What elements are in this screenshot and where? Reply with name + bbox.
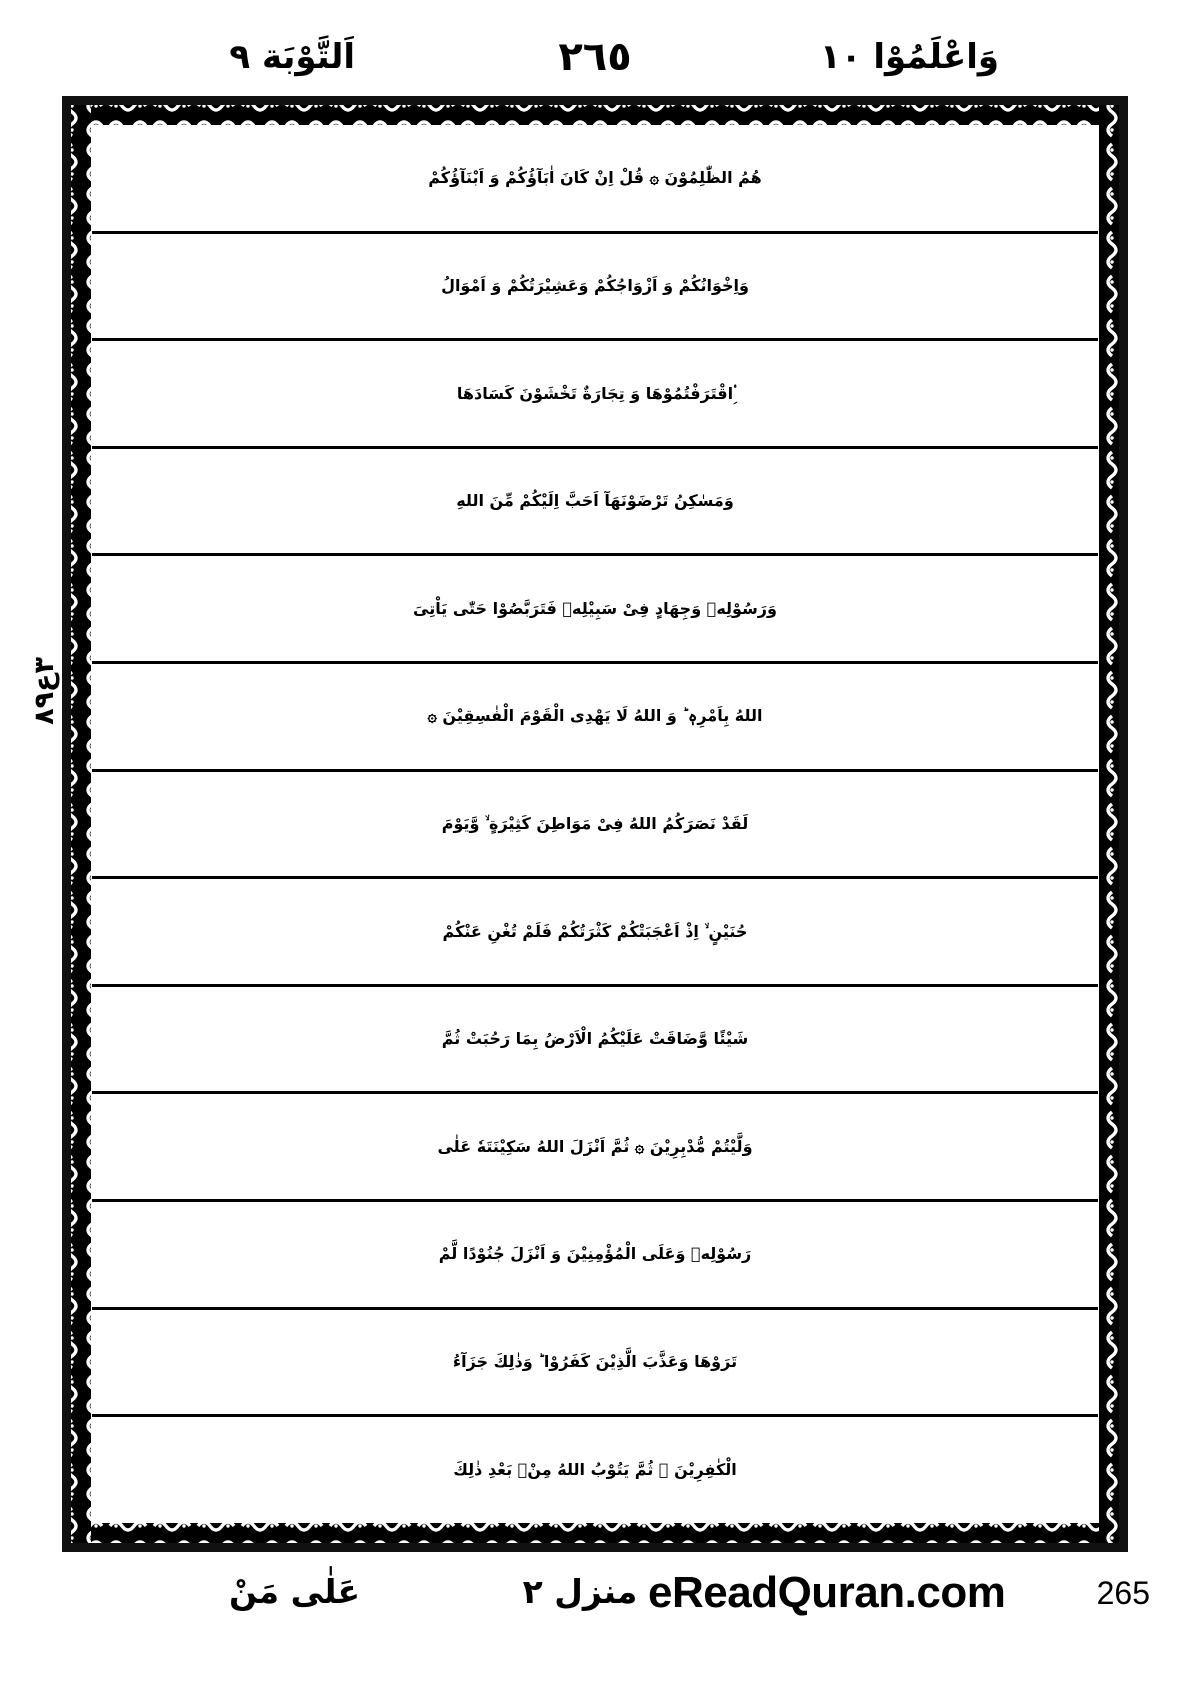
page-header — [0, 26, 1190, 88]
quran-line-text: وَاِخْوَانُكُمْ وَ اَزْوَاجُكُمْ وَعَشِيْرَتُكُمْ وَ اَمْوَالُ — [441, 275, 749, 295]
page-number-arabic-container — [445, 26, 745, 88]
quran-line-text: تَرَوْهَا وَعَذَّبَ الَّذِيْنَ كَفَرُوْا ؕ وَذٰلِكَ جَزَآءُ — [452, 1352, 738, 1371]
quran-line — [92, 1094, 1098, 1202]
quran-line-text: وَلَّيْتُمْ مُّدْبِرِيْنَ ۞ ثُمَّ اَنْزَلَ اللهُ سَكِيْنَتَهٗ عَلٰى — [437, 1136, 753, 1156]
quran-line — [92, 449, 1098, 557]
catchword-container — [60, 1556, 360, 1626]
quran-line-text: اللهُ بِاَمْرِهٖ ؕ وَ اللهُ لَا يَهْدِى الْقَوْمَ الْفٰسِقِيْنَ ۞ — [427, 706, 763, 726]
quran-line-text: الْكٰفِرِيْنَ ۞ ثُمَّ يَتُوْبُ اللهُ مِنْۢ بَعْدِ ذٰلِكَ — [453, 1459, 737, 1479]
quran-text-block — [92, 126, 1098, 1522]
quran-line — [92, 879, 1098, 987]
quran-line — [92, 987, 1098, 1095]
quran-line-text: ِ۟اقْتَرَفْتُمُوْهَا وَ تِجَارَةٌ تَخْشَوْنَ كَسَادَهَا — [456, 383, 734, 403]
quran-line-text: هُمُ الظّٰلِمُوْنَ ۞ قُلْ اِنْ كَانَ اٰبَآؤُكُمْ وَ اَبْنَآؤُكُمْ — [428, 168, 762, 188]
quran-line-text: حُنَيْنٍ ۙ اِذْ اَعْجَبَتْكُمْ كَثْرَتُكُمْ فَلَمْ تُغْنِ عَنْكُمْ — [442, 921, 748, 941]
quran-line — [92, 341, 1098, 449]
juz-name-label: وَاعْلَمُوْا ١٠ — [820, 37, 1000, 77]
page-number-container — [1040, 1560, 1150, 1626]
juz-label-container — [820, 26, 1150, 88]
quran-line — [92, 234, 1098, 342]
page-number-arabic: ٢٦٥ — [558, 34, 632, 80]
quran-line — [92, 556, 1098, 664]
surah-name-label: اَلتَّوْبَة ٩ — [229, 37, 355, 77]
quran-line-text: وَمَسٰكِنُ تَرْضَوْنَهَآ اَحَبَّ اِلَيْكُمْ مِّنَ اللهِ — [456, 491, 734, 511]
quran-line-text: لَقَدْ نَصَرَكُمُ اللهُ فِىْ مَوَاطِنَ كَثِيْرَةٍ ۙ وَّيَوْمَ — [441, 813, 749, 833]
quran-line — [92, 126, 1098, 234]
quran-line — [92, 1202, 1098, 1310]
quran-line — [92, 664, 1098, 772]
site-name-container[interactable] — [648, 1560, 1018, 1626]
quran-line — [92, 772, 1098, 880]
catchword-label: عَلٰى مَنْ — [228, 1571, 360, 1611]
quran-line-text: شَيْئًا وَّضَاقَتْ عَلَيْكُمُ الْاَرْضُ بِمَا رَحُبَتْ ثُمَّ — [441, 1029, 749, 1049]
page-number-label: 265 — [1096, 1574, 1150, 1611]
side-ruku-marker-label: ٣ع٨٩ — [28, 657, 60, 725]
surah-label-container — [55, 26, 355, 88]
quran-line — [92, 1417, 1098, 1522]
quran-line-text: وَرَسُوْلِهٖ وَجِهَادٍ فِىْ سَبِيْلِهٖ فَتَرَبَّصُوْا حَتّٰى يَاْتِىَ — [413, 598, 777, 618]
page-footer — [0, 1556, 1190, 1636]
quran-line-text: رَسُوْلِهٖ وَعَلَى الْمُؤْمِنِيْنَ وَ اَنْزَلَ جُنُوْدًا لَّمْ — [438, 1244, 752, 1264]
quran-line — [92, 1310, 1098, 1418]
manzil-label: منزل ٢ — [522, 1571, 638, 1611]
site-name-label[interactable]: eReadQuran.com — [648, 1568, 1006, 1617]
